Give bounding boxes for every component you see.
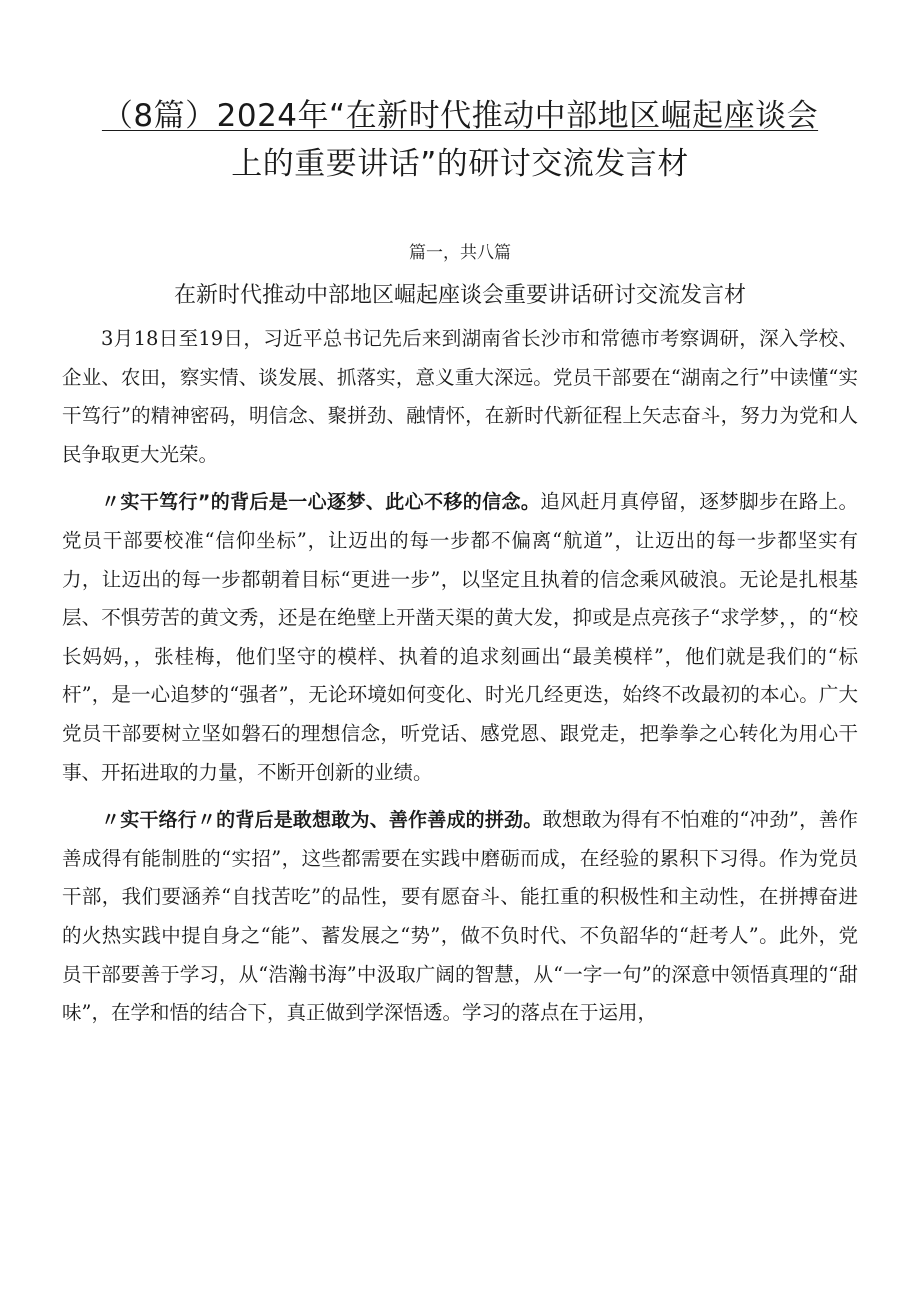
paragraph-2	[62, 483, 858, 792]
paragraph-2-lead: 〃实干笃行”的背后是一心逐梦、此心不移的信念。	[101, 491, 541, 514]
paragraph-3-body: 敢想敢为得有不怕难的“冲劲”，善作善成得有能制胜的“实招”，这些都需要在实践中磨砺而成，在经验的累积下习得。作为党员干部，我们要涵养“自找苦吃”的品性，要有愿奋斗、能扛重的积极性和主动性，在拼搏奋进的火热实践中提自身之“能”、蓄发展之“势”，做不负时代、不负韶华的“赶考人”。此外，党员干部要善于学习，从“浩瀚书海”中汲取广阔的智慧，从“一字一句”的深意中领悟真理的“甜味”，在学和悟的结合下，真正做到学深悟透。学习的落点在于运用，	[62, 808, 858, 1025]
document-title	[60, 92, 860, 188]
part-title: 在新时代推动中部地区崛起座谈会重要讲话研讨交流发言材	[173, 283, 746, 308]
paragraph-2-body: 追风赶月真停留，逐梦脚步在路上。党员干部要校准“信仰坐标”，让迈出的每一步都不偏离“航道”，让迈出的每一步都坚实有力，让迈出的每一步都朝着目标“更进一步”，以坚定且执着的信念乘风破浪。无论是扎根基层、不惧劳苦的黄文秀，还是在绝壁上开凿天渠的黄大发，抑或是点亮孩子“求学梦，，的“校长妈妈，，张桂梅，他们坚守的模样、执着的追求刻画出“最美模样”，他们就是我们的“标杆”，是一心追梦的“强者”，无论环境如何变化、时光几经更迭，始终不改最初的本心。广大党员干部要树立坚如磐石的理想信念，听党话、感党恩、跟党走，把拳拳之心转化为用心干事、开拓进取的力量，不断开创新的业绩。	[62, 490, 858, 784]
paragraph-3-lead: 〃实干络行〃的背后是敢想敢为、善作善成的拼劲。	[101, 809, 543, 832]
document-title-line-1: （8篇）2024年“在新时代推动中部地区崛起座谈会	[101, 98, 819, 134]
document-body	[62, 320, 858, 1042]
document-title-line-2: 上的重要讲话”的研讨交流发言材	[231, 146, 689, 182]
part-label: 篇一，共八篇	[409, 243, 511, 263]
paragraph-3	[62, 801, 858, 1033]
paragraph-1: 3月18日至19日，习近平总书记先后来到湖南省长沙市和常德市考察调研，深入学校、企业、农田，察实情、谈发展、抓落实，意义重大深远。党员干部要在“湖南之行”中读懂“实干笃行”的精神密码，明信念、聚拼劲、融情怀，在新时代新征程上矢志奋斗，努力为党和人民争取更大光荣。	[62, 327, 858, 466]
